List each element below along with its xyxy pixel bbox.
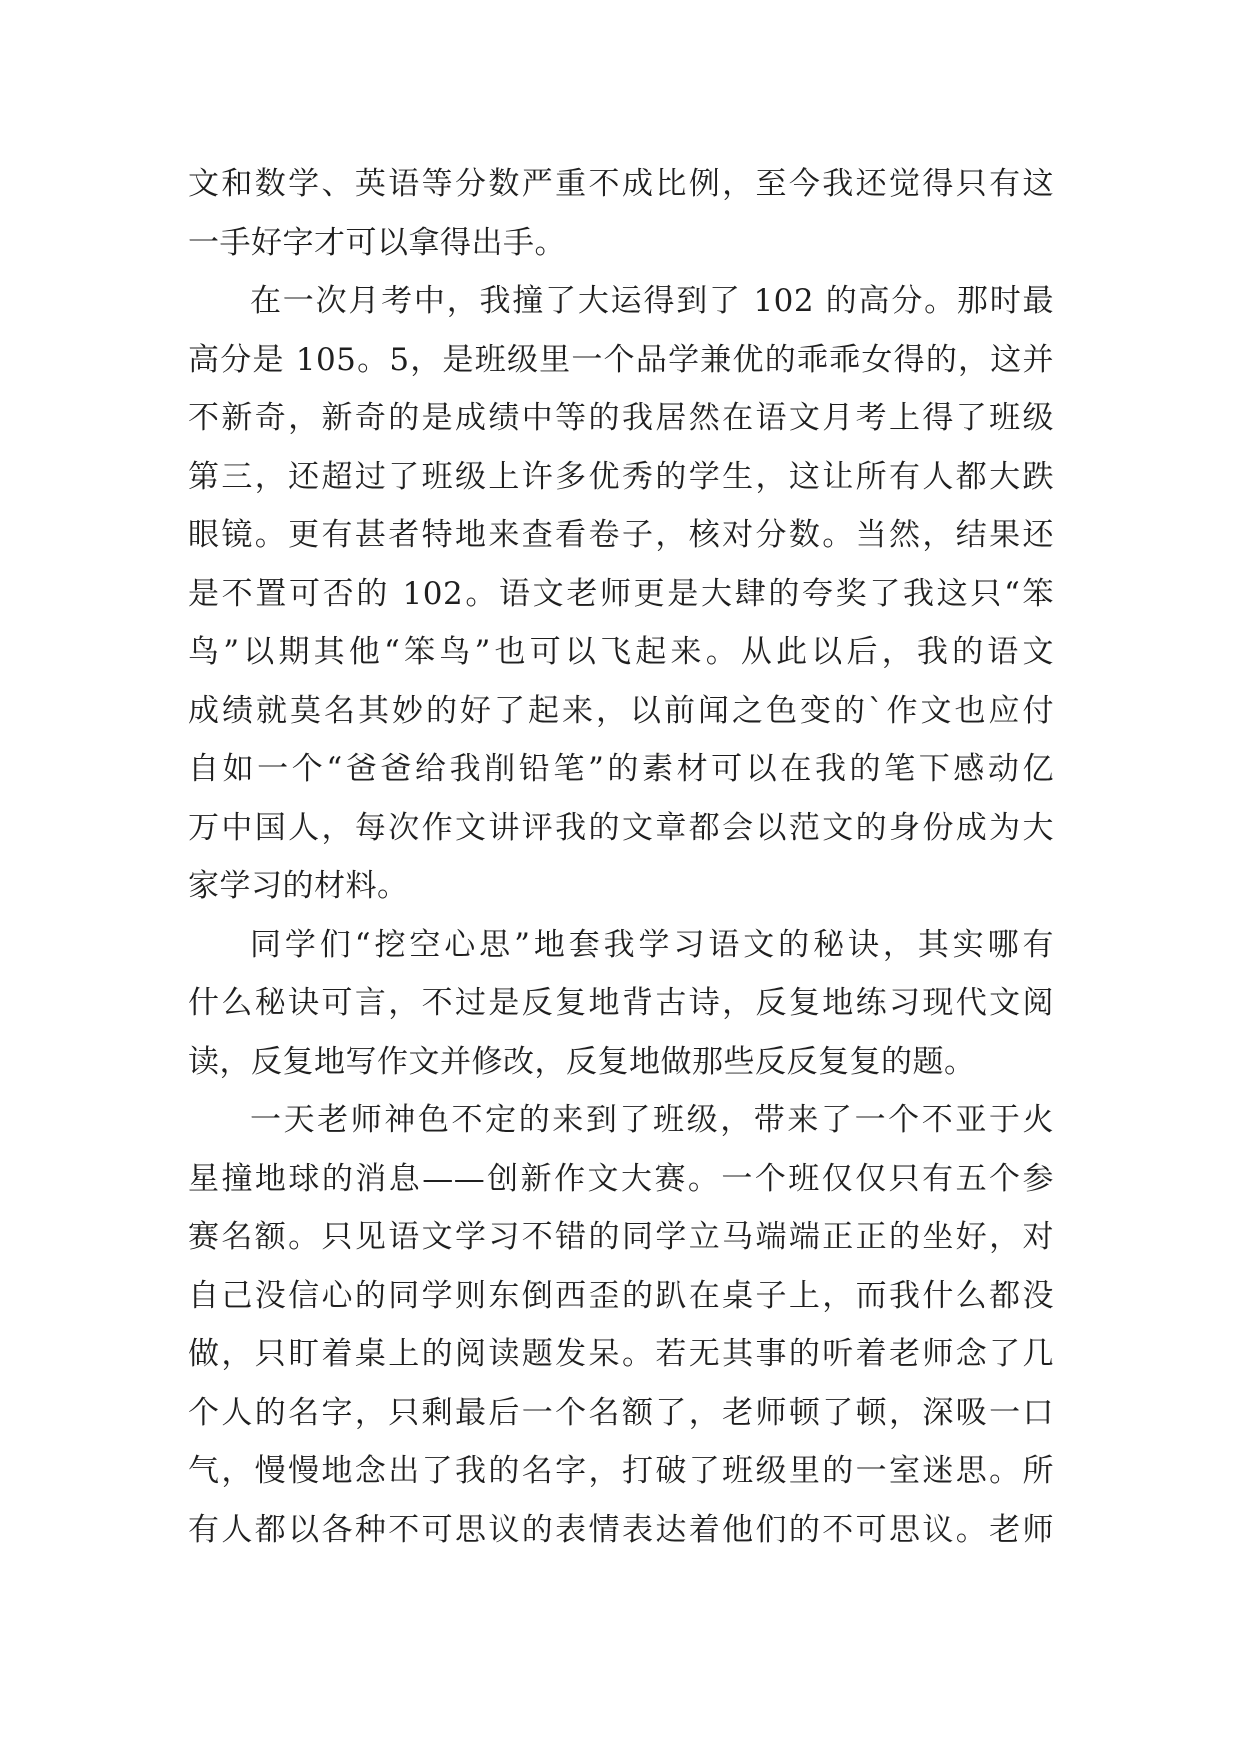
text-line: 什么秘诀可言，不过是反复地背古诗，反复地练习现代文阅 bbox=[188, 985, 1054, 1021]
text-line: 家学习的材料。 bbox=[188, 868, 409, 904]
text-line: 第三，还超过了班级上许多优秀的学生，这让所有人都大跌 bbox=[188, 458, 1054, 495]
text-line: 眼镜。更有甚者特地来查看卷子，核对分数。当然，结果还 bbox=[188, 517, 1054, 553]
text-line: 鸟”以期其他“笨鸟”也可以飞起来。从此以后，我的语文 bbox=[188, 634, 1054, 670]
paragraph-3 bbox=[188, 916, 1054, 1092]
text-line: 高分是 105。5，是班级里一个品学兼优的乖乖女得的，这并 bbox=[188, 341, 1054, 378]
text-line: 文和数学、英语等分数严重不成比例，至今我还觉得只有这 bbox=[188, 166, 1054, 202]
text-line: 一天老师神色不定的来到了班级，带来了一个不亚于火 bbox=[250, 1102, 1054, 1138]
text-line: 有人都以各种不可思议的表情表达着他们的不可思议。老师 bbox=[188, 1511, 1054, 1548]
text-line: 做，只盯着桌上的阅读题发呆。若无其事的听着老师念了几 bbox=[188, 1336, 1054, 1372]
document-body bbox=[188, 155, 1054, 1559]
paragraph-4 bbox=[188, 1091, 1054, 1559]
text-line: 成绩就莫名其妙的好了起来，以前闻之色变的`作文也应付 bbox=[188, 692, 1054, 729]
text-line: 一手好字才可以拿得出手。 bbox=[188, 224, 566, 261]
text-line: 不新奇，新奇的是成绩中等的我居然在语文月考上得了班级 bbox=[188, 400, 1054, 436]
text-line: 是不置可否的 102。语文老师更是大肆的夸奖了我这只“笨 bbox=[188, 575, 1054, 612]
text-line: 自如一个“爸爸给我削铅笔”的素材可以在我的笔下感动亿 bbox=[188, 751, 1054, 787]
text-line: 气，慢慢地念出了我的名字，打破了班级里的一室迷思。所 bbox=[188, 1453, 1054, 1489]
paragraph-1 bbox=[188, 155, 1054, 272]
paragraph-2 bbox=[188, 272, 1054, 916]
text-line: 星撞地球的消息——创新作文大赛。一个班仅仅只有五个参 bbox=[188, 1160, 1054, 1197]
text-line: 万中国人，每次作文讲评我的文章都会以范文的身份成为大 bbox=[188, 809, 1054, 846]
text-line: 个人的名字，只剩最后一个名额了，老师顿了顿，深吸一口 bbox=[188, 1394, 1054, 1431]
text-line: 赛名额。只见语文学习不错的同学立马端端正正的坐好，对 bbox=[188, 1219, 1054, 1255]
text-line: 自己没信心的同学则东倒西歪的趴在桌子上，而我什么都没 bbox=[188, 1277, 1054, 1314]
text-line: 同学们“挖空心思”地套我学习语文的秘诀，其实哪有 bbox=[250, 926, 1054, 963]
text-line: 读，反复地写作文并修改，反复地做那些反反复复的题。 bbox=[188, 1043, 976, 1080]
text-line: 在一次月考中，我撞了大运得到了 102 的高分。那时最 bbox=[250, 283, 1054, 319]
